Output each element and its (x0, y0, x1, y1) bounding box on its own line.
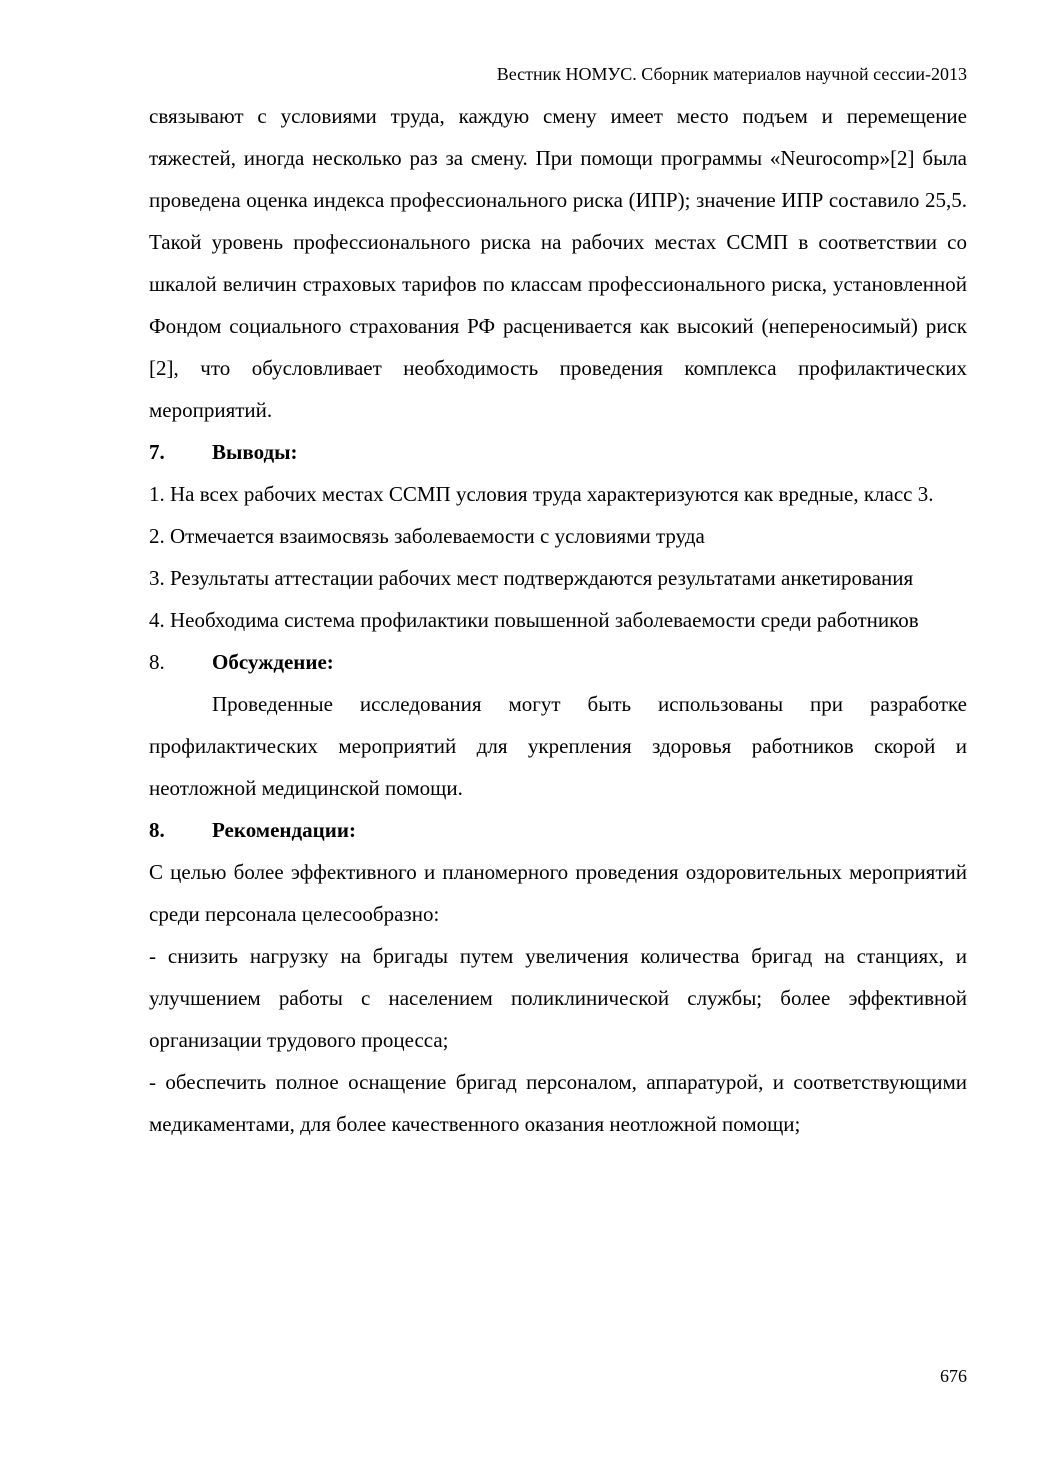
page-body (149, 95, 967, 1145)
recommendations-heading (149, 809, 967, 851)
page-number: 676 (940, 1366, 967, 1386)
recommendations-intro: С целью более эффективного и планомерного проведения оздоровительных мероприятий среди персонала целесообразно: (149, 860, 967, 926)
recommendation-item: - снизить нагрузку на бригады путем увеличения количества бригад на станциях, и улучшением работы с населением поликлинической службы; более эффективной организации трудового процесса; (149, 944, 967, 1052)
recommendation-item: - обеспечить полное оснащение бригад персоналом, аппаратурой, и соответствующими медикаментами, для более качественного оказания неотложной помощи; (149, 1070, 967, 1136)
section-number: 7. (149, 440, 165, 464)
conclusion-item: 4. Необходима система профилактики повышенной заболеваемости среди работников (149, 608, 919, 632)
section-title: Рекомендации: (212, 818, 356, 842)
conclusion-item: 1. На всех рабочих местах ССМП условия труда характеризуются как вредные, класс 3. (149, 482, 934, 506)
discussion-paragraph: Проведенные исследования могут быть использованы при разработке профилактических мероприятий для укрепления здоровья работников скорой и неотложной медицинской помощи. (149, 692, 967, 800)
conclusion-item: 3. Результаты аттестации рабочих мест подтверждаются результатами анкетирования (149, 566, 914, 590)
section-number: 8. (149, 818, 165, 842)
section-title: Обсуждение: (212, 650, 334, 674)
intro-paragraph: связывают с условиями труда, каждую смену имеет место подъем и перемещение тяжестей, иногда несколько раз за смену. При помощи программы «Neurocomp»[2] была проведена оценка индекса профессионального риска (ИПР); значение ИПР составило 25,5. Такой уровень профессионального риска на рабочих местах ССМП в соответствии со шкалой величин страховых тарифов по классам профессионального риска, установленной Фондом социального страхования РФ расценивается как высокий (непереносимый) риск [2], что обусловливает необходимость проведения комплекса профилактических мероприятий. (149, 104, 967, 422)
conclusions-heading (149, 431, 967, 473)
discussion-heading (149, 641, 967, 683)
conclusion-item: 2. Отмечается взаимосвязь заболеваемости с условиями труда (149, 524, 705, 548)
running-header: Вестник НОМУС. Сборник материалов научной сессии-2013 (496, 64, 967, 84)
section-title: Выводы: (212, 440, 298, 464)
section-number: 8. (149, 650, 165, 674)
